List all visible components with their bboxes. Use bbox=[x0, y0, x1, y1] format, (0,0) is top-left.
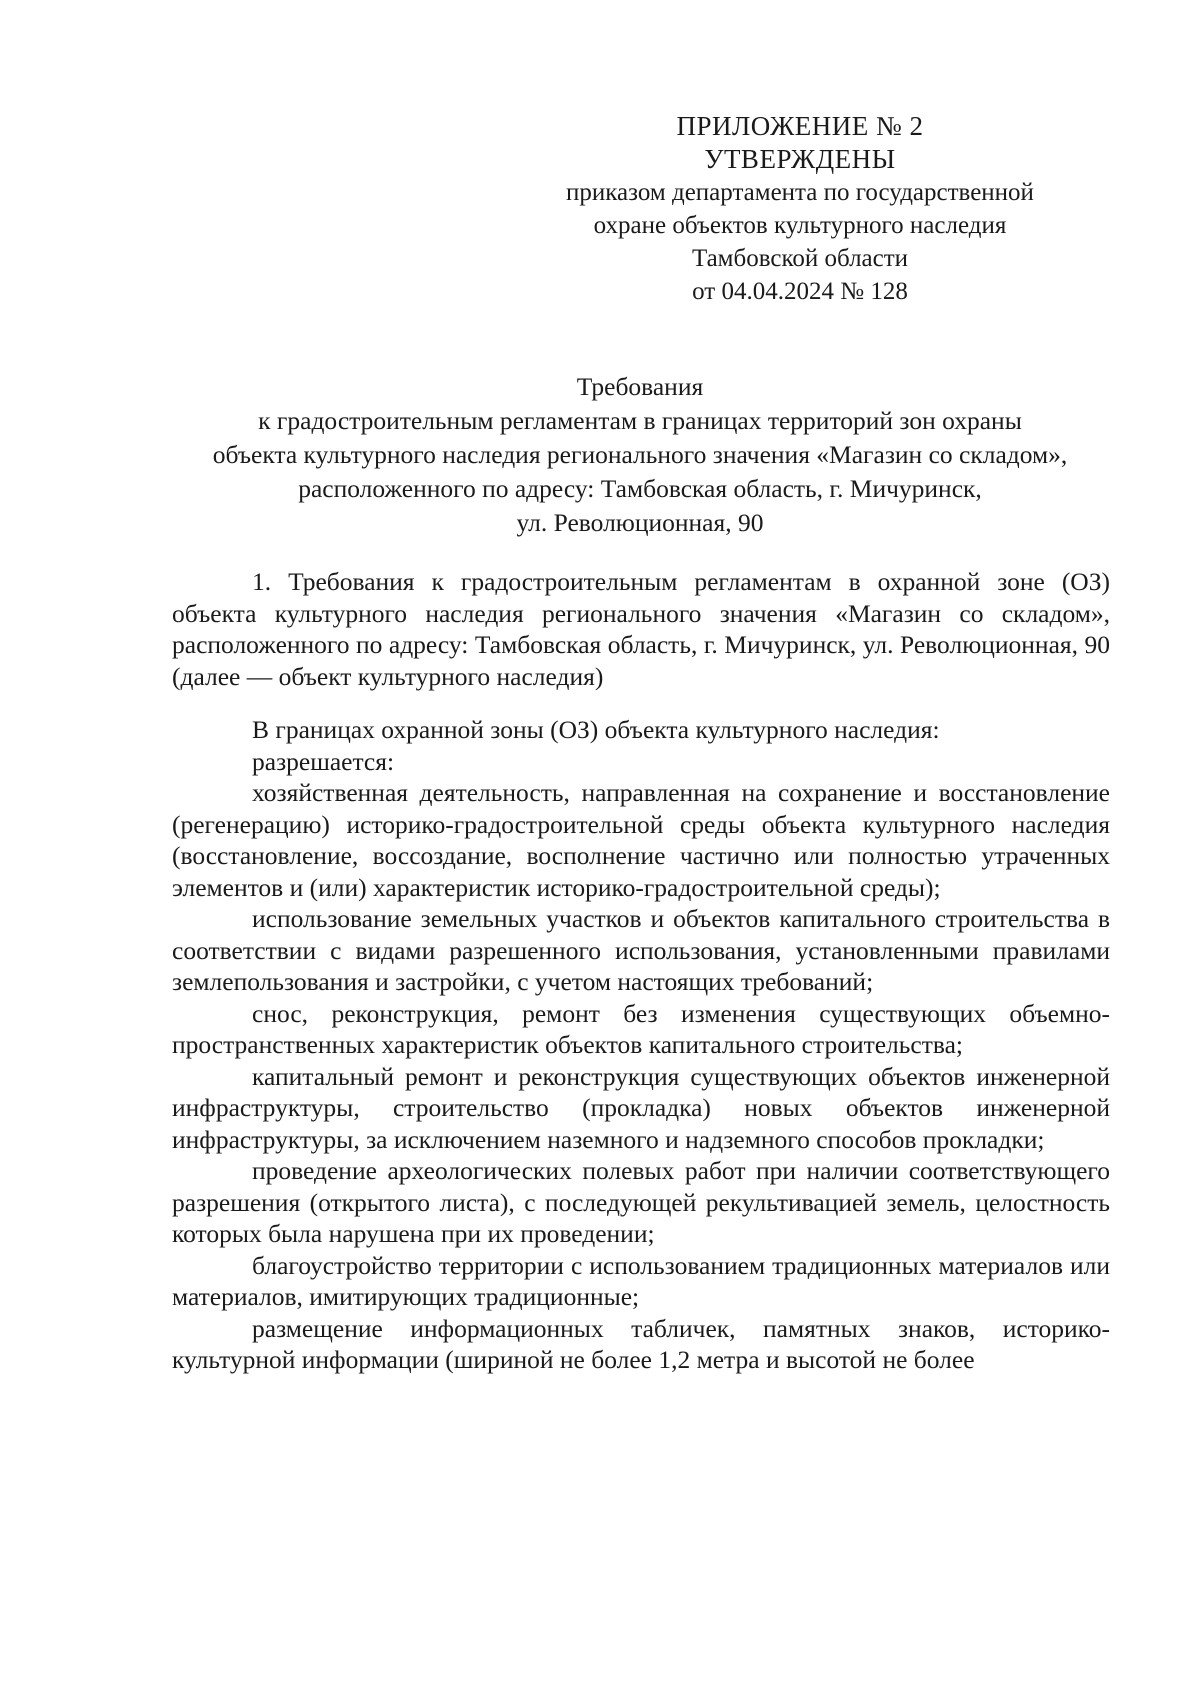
document-body bbox=[172, 566, 1110, 1376]
allowed-item: снос, реконструкция, ремонт без изменения существующих объемно-пространственных характеристик объектов капитального строительства; bbox=[172, 998, 1110, 1059]
title-line-1: к градостроительным регламентам в границах территорий зон охраны bbox=[258, 406, 1022, 435]
section-1-heading: 1. Требования к градостроительным регламентам в охранной зоне (ОЗ) объекта культурного наследия регионального значения «Магазин со складом», расположенного по адресу: Тамбовская область, г. Мичуринск, ул. Революционная, 90 (далее — объект культурного наследия) bbox=[172, 567, 1110, 691]
title-line-2: объекта культурного наследия регионального значения «Магазин со складом», bbox=[212, 440, 1068, 469]
allowed-item: проведение археологических полевых работ при наличии соответствующего разрешения (открытого листа), с последующей рекультивацией земель, целостность которых была нарушена при их проведении; bbox=[172, 1156, 1110, 1248]
title-line-4: ул. Революционная, 90 bbox=[516, 508, 764, 537]
allowed-label: разрешается: bbox=[252, 746, 395, 776]
approval-line-2: охране объектов культурного наследия bbox=[593, 212, 1007, 239]
allowed-item: использование земельных участков и объектов капитального строительства в соответствии с видами разрешенного использования, установленными правилами землепользования и застройки, с учетом настоящих требований; bbox=[172, 904, 1110, 996]
protected-zone-intro: В границах охранной зоны (ОЗ) объекта культурного наследия: bbox=[252, 715, 940, 744]
approval-line-3: Тамбовской области bbox=[691, 245, 909, 272]
title-line-3: расположенного по адресу: Тамбовская область, г. Мичуринск, bbox=[298, 474, 982, 503]
allowed-item: капитальный ремонт и реконструкция существующих объектов инженерной инфраструктуры, строительство (прокладка) новых объектов инженерной инфраструктуры, за исключением наземного и надземного способов прокладки; bbox=[172, 1061, 1110, 1154]
title-heading: Требования bbox=[576, 372, 704, 401]
appendix-number: ПРИЛОЖЕНИЕ № 2 bbox=[676, 111, 924, 141]
allowed-item: хозяйственная деятельность, направленная на сохранение и восстановление (регенерацию) историко-градостроительной среды объекта культурного наследия (восстановление, воссоздание, восполнение частично или полностью утраченных элементов и (или) характеристик историко-градостроительной среды); bbox=[172, 778, 1110, 902]
allowed-item: благоустройство территории с использованием традиционных материалов или материалов, имитирующих традиционные; bbox=[172, 1250, 1110, 1311]
allowed-item: размещение информационных табличек, памятных знаков, историко-культурной информации (шириной не более 1,2 метра и высотой не более bbox=[172, 1313, 1110, 1374]
approval-line-1: приказом департамента по государственной bbox=[566, 179, 1034, 206]
approval-block bbox=[540, 110, 1060, 308]
document-title bbox=[170, 370, 1110, 540]
order-date-number: от 04.04.2024 № 128 bbox=[692, 278, 908, 305]
approved-label: УТВЕРЖДЕНЫ bbox=[704, 144, 896, 174]
